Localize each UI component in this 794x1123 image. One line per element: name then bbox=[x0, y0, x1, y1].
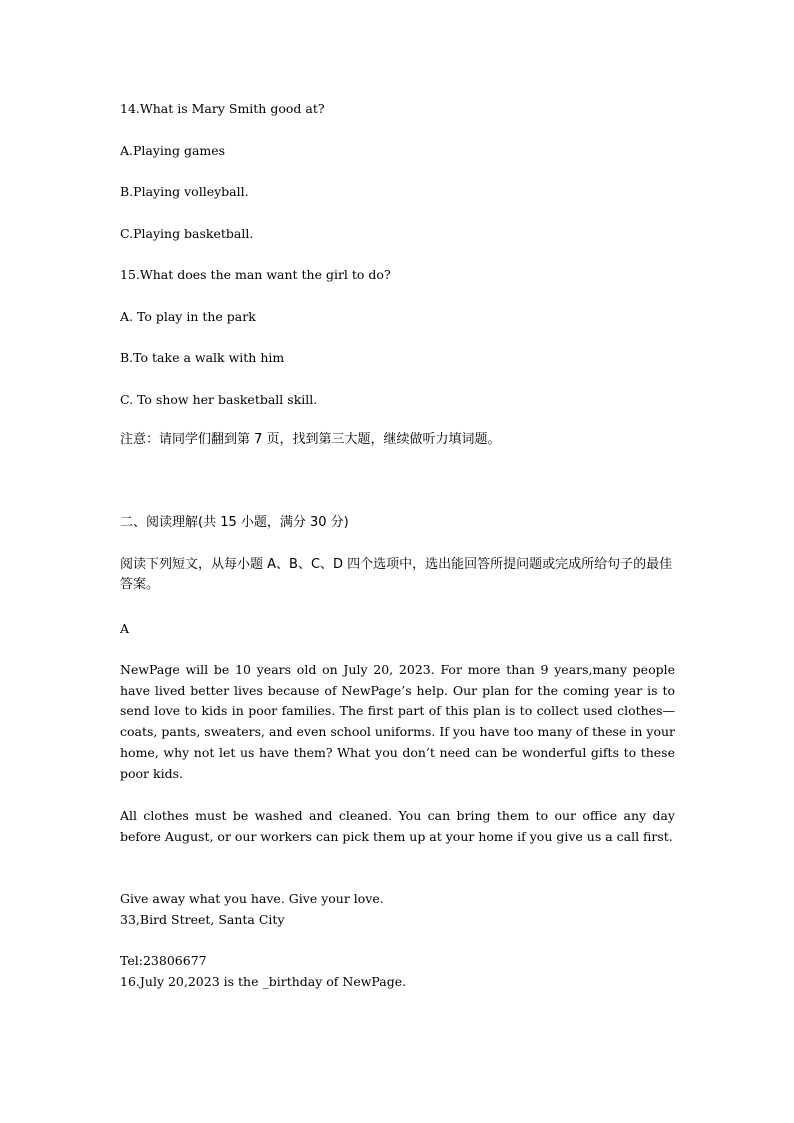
section-title: 二、阅读理解(共 15 小题，满分 30 分) bbox=[120, 515, 349, 530]
address: 33,Bird Street, Santa City bbox=[120, 912, 285, 927]
passage-paragraph-2: All clothes must be washed and cleaned. You can bring them to our office any day before August, or our workers can pick them up at your home if you give us a call first. bbox=[120, 808, 675, 844]
q15-option-a: A. To play in the park bbox=[120, 309, 256, 324]
q15-option-c: C. To show her basketball skill. bbox=[120, 392, 318, 407]
listening-note: 注意：请同学们翻到第 7 页，找到第三大题，继续做听力填词题。 bbox=[120, 432, 501, 447]
reading-instruction: 阅读下列短文，从每小题 A、B、C、D 四个选项中，选出能回答所提问题或完成所给句子的最佳答案。 bbox=[120, 557, 673, 592]
question-14: 14.What is Mary Smith good at? bbox=[120, 101, 325, 116]
telephone: Tel:23806677 bbox=[120, 953, 207, 968]
q14-option-a: A.Playing games bbox=[120, 143, 226, 158]
question-16: 16.July 20,2023 is the _birthday of NewPage. bbox=[120, 974, 407, 989]
passage-label: A bbox=[120, 621, 130, 636]
q14-option-b: B.Playing volleyball. bbox=[120, 184, 249, 199]
passage-paragraph-1: NewPage will be 10 years old on July 20, 2023. For more than 9 years,many people have lived better lives because of NewPage’s help. Our plan for the coming year is to send love to kids in poor families. The first part of this plan is to collect used clothes—coats, pants, sweaters, and even school uniforms. If you have too many of these in your home, why not let us have them? What you don’t need can be wonderful gifts to these poor kids. bbox=[120, 662, 675, 781]
q15-option-b: B.To take a walk with him bbox=[120, 350, 285, 365]
slogan: Give away what you have. Give your love. bbox=[120, 891, 384, 906]
question-15: 15.What does the man want the girl to do? bbox=[120, 267, 391, 282]
q14-option-c: C.Playing basketball. bbox=[120, 226, 254, 241]
